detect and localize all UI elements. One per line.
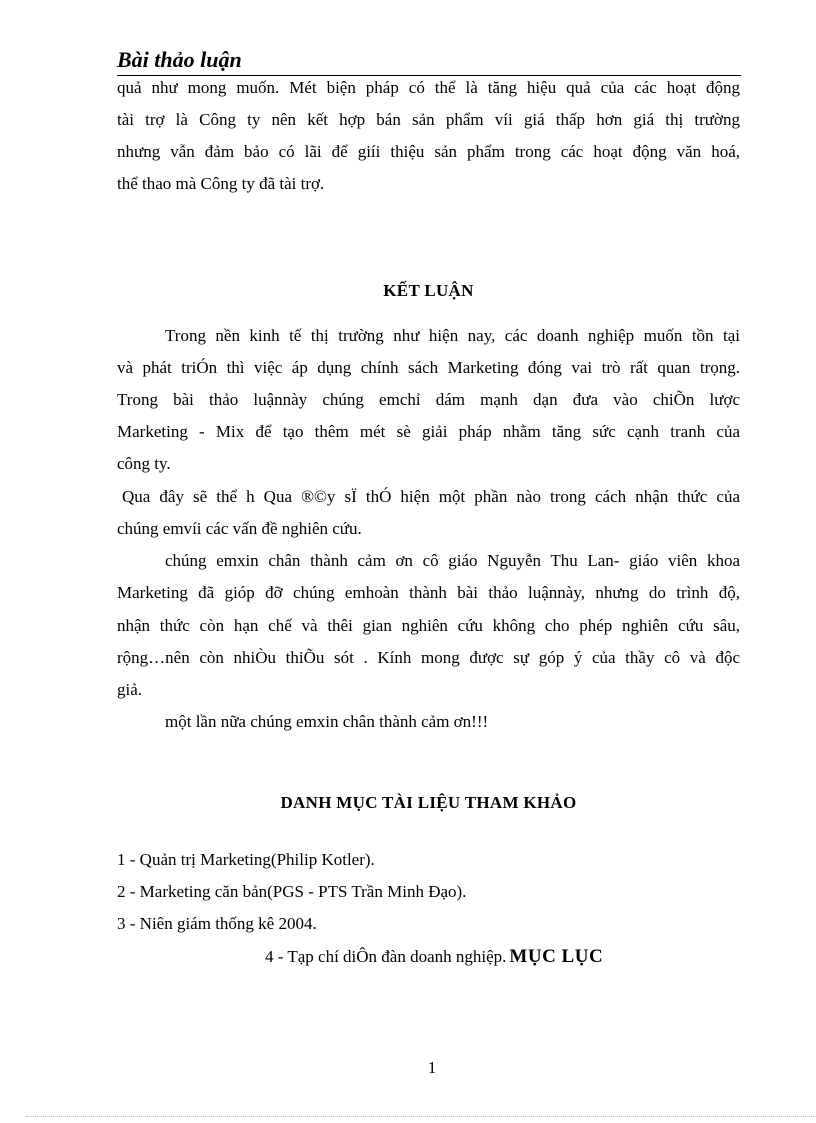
- reference-item-4: 4 - Tạp chí diÔn đàn doanh nghiệp.: [265, 947, 507, 966]
- intro-line-1: quả như mong muốn. Mét biện pháp có thể là tăng hiệu quả của các hoạt động: [117, 78, 740, 97]
- conclusion-para3-line-3: nhận thức còn hạn chế và thêi gian nghiên cứu không cho phép nghiên cứu sâu,: [117, 616, 740, 635]
- toc-heading: MỤC LỤC: [509, 946, 604, 967]
- page-header-title: Bài thảo luận: [117, 47, 242, 72]
- intro-line-4: thể thao mà Công ty đã tài trợ.: [117, 174, 325, 193]
- header-rule: [117, 75, 741, 76]
- references-heading: DANH MỤC TÀI LIỆU THAM KHẢO: [280, 793, 577, 812]
- intro-line-2: tài trợ là Công ty nên kết hợp bán sản phẩm víi giá thấp hơn giá thị trường: [117, 110, 740, 129]
- conclusion-para3-line-2: Marketing đã gióp đỡ chúng emhoàn thành bài thảo luậnnày, nhưng do trình độ,: [117, 583, 740, 602]
- conclusion-para1-line-4: Marketing - Mix để tạo thêm mét sè giải pháp nhằm tăng sức cạnh tranh của: [117, 422, 740, 441]
- page-bottom-border: [26, 1116, 816, 1117]
- reference-item-4-row: [265, 944, 603, 970]
- conclusion-para3-line-5: giả.: [117, 680, 143, 699]
- conclusion-para1-line-2: và phát triÓn thì việc áp dụng chính sách Marketing đóng vai trò rất quan trọng.: [117, 358, 740, 377]
- conclusion-para1-line-1: Trong nền kinh tế thị trường như hiện nay, các doanh nghiệp muốn tồn tại: [165, 326, 740, 345]
- conclusion-para1-line-5: công ty.: [117, 454, 171, 473]
- page-number: 1: [427, 1058, 437, 1077]
- conclusion-para3-line-4: rộng…nên còn nhiÒu thiÕu sót . Kính mong được sự góp ý của thầy cô và độc: [117, 648, 740, 667]
- conclusion-heading: KẾT LUẬN: [383, 281, 474, 300]
- reference-item-2: 2 - Marketing căn bản(PGS - PTS Trần Minh Đạo).: [117, 882, 467, 901]
- conclusion-para3-line-1: chúng emxin chân thành cảm ơn cô giáo Nguyễn Thu Lan- giáo viên khoa: [165, 551, 740, 570]
- conclusion-para2-line-2: chúng emvíi các vấn đề nghiên cứu.: [117, 519, 362, 538]
- conclusion-para1-line-3: Trong bài thảo luậnnày chúng emchỉ dám mạnh dạn đưa vào chiÕn lược: [117, 390, 740, 409]
- conclusion-para4: một lần nữa chúng emxin chân thành cảm ơn!!!: [165, 712, 489, 731]
- reference-item-1: 1 - Quản trị Marketing(Philip Kotler).: [117, 850, 375, 869]
- reference-item-3: 3 - Niên giám thống kê 2004.: [117, 914, 317, 933]
- intro-line-3: nhưng vẫn đảm bảo có lãi để giíi thiệu sản phẩm trong các hoạt động văn hoá,: [117, 142, 740, 161]
- conclusion-para2-line-1: Qua đây sẽ thể h Qua ®©y sÏ thÓ hiện một phần nào trong cách nhận thức của: [122, 487, 740, 506]
